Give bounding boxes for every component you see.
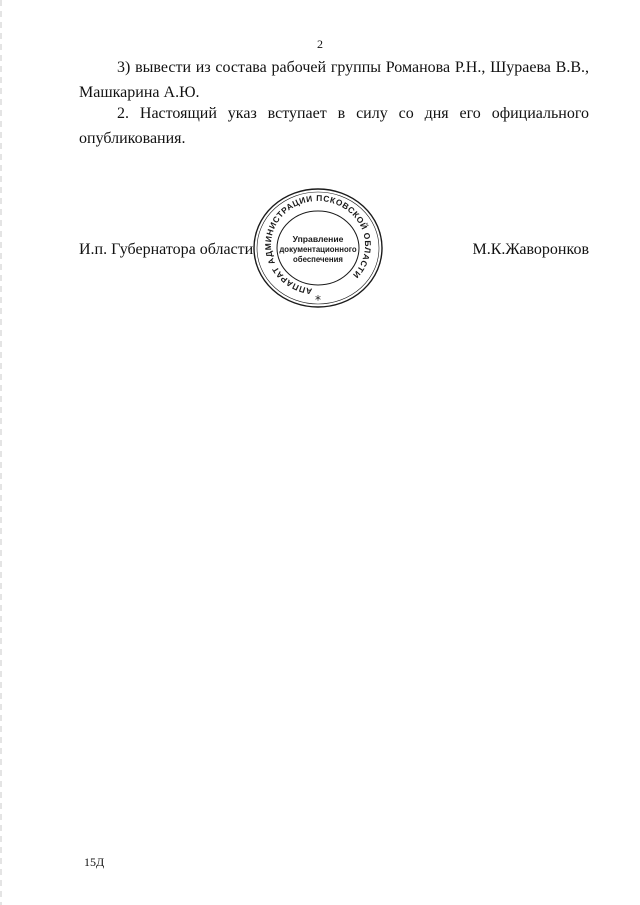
- svg-text:Управление: Управление: [292, 234, 344, 244]
- document-code: 15Д: [84, 855, 105, 869]
- svg-text:обеспечения: обеспечения: [293, 255, 343, 264]
- signer-name: М.К.Жаворонков: [472, 241, 589, 258]
- svg-text:*: *: [315, 293, 321, 307]
- svg-text:АППАРАТ АДМИНИСТРАЦИИ ПСКОВСКО: АППАРАТ АДМИНИСТРАЦИИ ПСКОВСКОЙ ОБЛАСТИ: [262, 192, 374, 297]
- page-number: 2: [317, 37, 323, 51]
- paragraph-line: 2. Настоящий указ вступает в силу со дня его официального: [117, 105, 589, 122]
- svg-text:документационного: документационного: [279, 245, 357, 254]
- paragraph-item-2: [79, 101, 589, 151]
- seal-stamp-icon: [250, 187, 386, 310]
- paragraph-line: опубликования.: [79, 130, 186, 147]
- paragraph-line: Машкарина А.Ю.: [79, 84, 200, 101]
- paragraph-item-3: [79, 55, 589, 105]
- official-seal: [250, 187, 386, 310]
- paragraph-line: 3) вывести из состава рабочей группы Романова Р.Н., Шураева В.В.,: [117, 59, 589, 76]
- signer-title: И.п. Губернатора области: [79, 241, 254, 258]
- scan-edge: [0, 0, 2, 905]
